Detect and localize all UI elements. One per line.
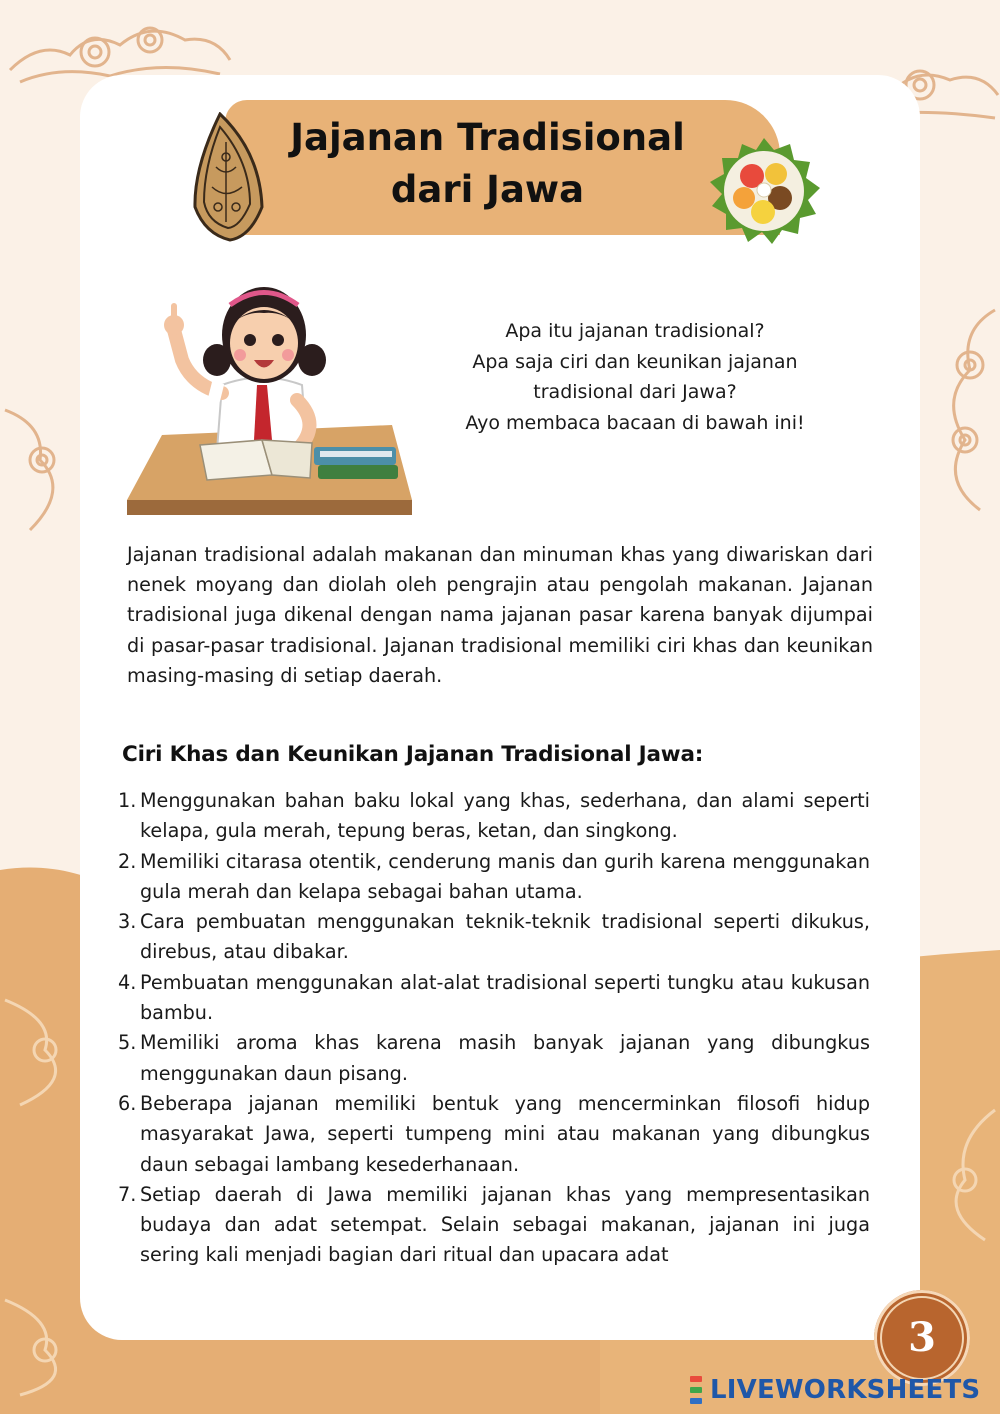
list-number: 1.	[118, 789, 137, 812]
list-item	[118, 847, 870, 908]
list-text: Pembuatan menggunakan alat-alat tradisional seperti tungku atau kukusan bambu.	[140, 970, 870, 1025]
list-item	[118, 1180, 870, 1271]
jajanan-plate-icon	[708, 138, 820, 246]
section-heading: Ciri Khas dan Keunikan Jajanan Tradisional Jawa:	[122, 742, 704, 767]
list-number: 2.	[118, 849, 137, 873]
liveworksheets-logo-icon	[690, 1376, 706, 1404]
cloud-ornament-bottom-left	[0, 1290, 90, 1400]
list-number: 5.	[118, 1031, 137, 1055]
intro-line: Apa saja ciri dan keunikan jajanan	[472, 350, 798, 373]
page-number: 3	[908, 1314, 936, 1361]
cloud-ornament-left	[0, 390, 90, 540]
list-text: Memiliki aroma khas karena masih banyak jajanan yang dibungkus menggunakan daun pisang.	[140, 1031, 870, 1085]
intro-line: Apa itu jajanan tradisional?	[505, 320, 765, 342]
cloud-ornament-lower-left	[0, 990, 90, 1110]
list-item	[118, 1089, 870, 1180]
intro-line: Ayo membaca bacaan di bawah ini!	[465, 411, 805, 434]
list-text: Menggunakan bahan baku lokal yang khas, sederhana, dan alami seperti kelapa, gula merah, tepung beras, ketan, dan singkong.	[140, 789, 870, 843]
title-line-2: dari Jawa	[390, 168, 585, 211]
intro-questions	[420, 316, 850, 438]
page-title	[225, 112, 750, 216]
characteristics-list	[118, 786, 870, 1271]
list-text: Memiliki citarasa otentik, cenderung manis dan gurih karena menggunakan gula merah dan kelapa sebagai bahan utama.	[140, 849, 870, 903]
list-item	[118, 786, 870, 847]
list-number: 7.	[118, 1182, 137, 1206]
liveworksheets-brand[interactable]	[690, 1372, 980, 1408]
list-item	[118, 1028, 870, 1089]
girl-reading-illustration	[122, 275, 417, 520]
list-item	[118, 968, 870, 1029]
list-text: Beberapa jajanan memiliki bentuk yang mencerminkan filosofi hidup masyarakat Jawa, seperti tumpeng mini atau makanan yang dibungkus daun sebagai lambang kesederhanaan.	[140, 1091, 870, 1176]
list-text: Cara pembuatan menggunakan teknik-teknik tradisional seperti dikukus, direbus, atau dibakar.	[140, 910, 870, 964]
cloud-ornament-lower-right	[915, 1100, 1000, 1250]
list-item	[118, 907, 870, 968]
cloud-ornament-right	[910, 290, 1000, 530]
list-number: 4.	[118, 970, 137, 994]
title-line-1: Jajanan Tradisional	[290, 116, 685, 159]
list-text: Setiap daerah di Jawa memiliki jajanan khas yang mempresentasikan budaya dan adat setempat. Selain sebagai makanan, jajanan ini juga sering kali menjadi bagian dari ritual dan upacara adat	[140, 1182, 870, 1267]
intro-line: tradisional dari Jawa?	[533, 381, 737, 403]
list-number: 3.	[118, 910, 137, 934]
list-number: 6.	[118, 1091, 137, 1115]
definition-paragraph: Jajanan tradisional adalah makanan dan minuman khas yang diwariskan dari nenek moyang dan diolah oleh pengrajin atau pengolah makanan. Jajanan tradisional juga dikenal dengan nama jajanan pasar karena banyak dijumpai di pasar-pasar tradisional. Jajanan tradisional memiliki ciri khas dan keunikan masing-masing di setiap daerah.	[127, 543, 873, 687]
brand-text: LIVEWORKSHEETS	[710, 1375, 981, 1405]
